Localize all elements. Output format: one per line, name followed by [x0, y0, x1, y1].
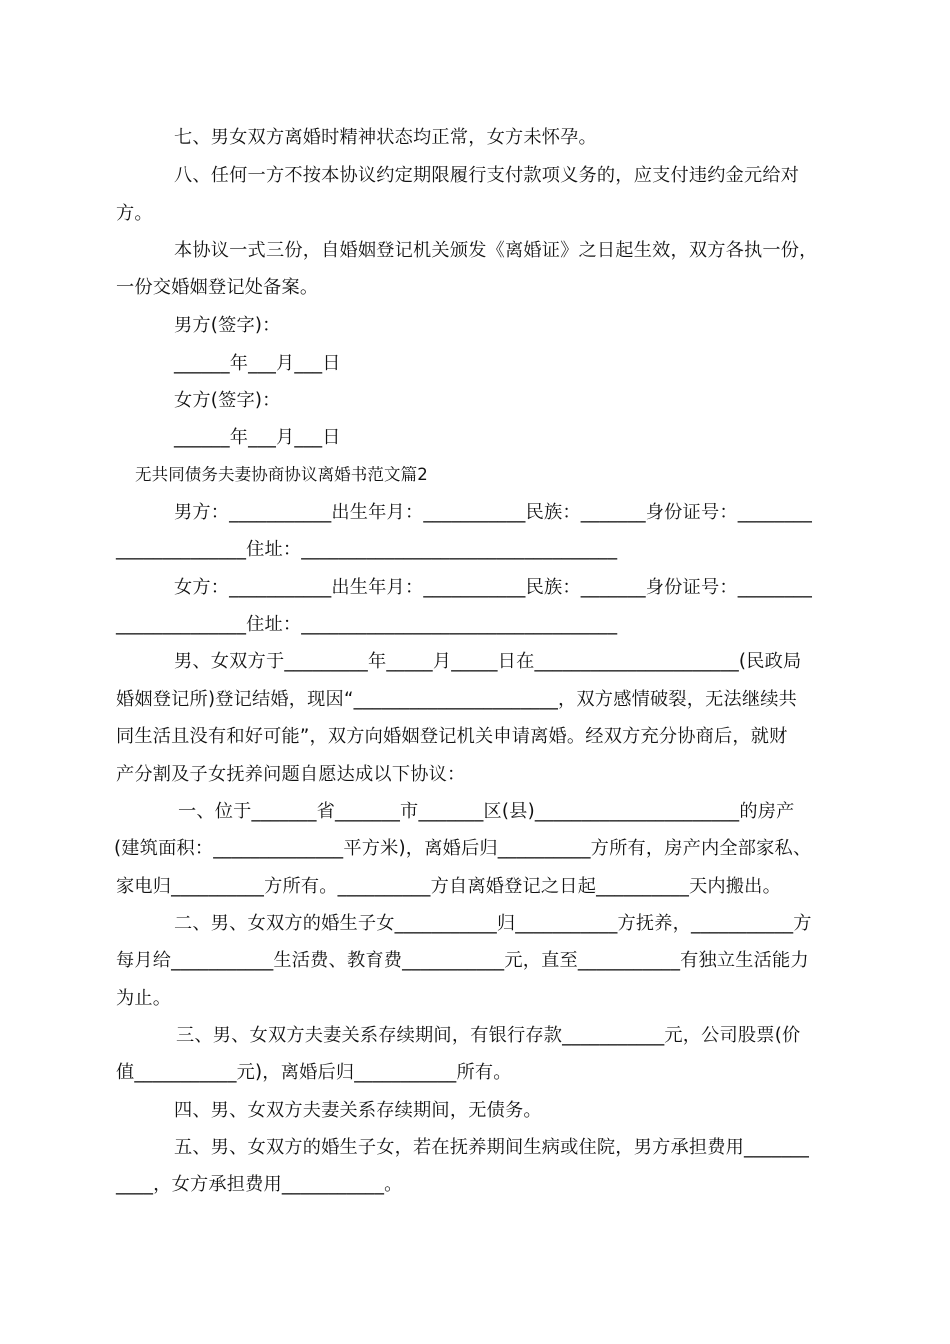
- text-line: 同生活且没有和好可能”，双方向婚姻登记机关申请离婚。经双方充分协商后，就财: [116, 726, 788, 747]
- text-line: 四、男、女双方夫妻关系存续期间，无债务。: [174, 1100, 542, 1121]
- clause-8-line-2: [0, 195, 950, 232]
- text-line: 一、位于_______省_______市_______区(县)______________________的房产: [178, 801, 795, 822]
- text-line: 为止。: [116, 988, 172, 1009]
- text-line: 八、任何一方不按本协议约定期限履行支付款项义务的，应支付违约金元给对: [174, 165, 800, 186]
- text-line: 女方(签字)：: [174, 390, 281, 411]
- text-line: ______________住址：__________________________________: [116, 539, 618, 560]
- text-line: 五、男、女双方的婚生子女，若在抚养期间生病或住院，男方承担费用_______: [174, 1137, 810, 1158]
- text-line: ____，女方承担费用___________。: [116, 1174, 403, 1195]
- text-line: (建筑面积：______________平方米)，离婚后归__________方所有，房产内全部家私、: [114, 838, 812, 859]
- text-line: 三、男、女双方夫妻关系存续期间，有银行存款___________元，公司股票(价: [176, 1025, 801, 1046]
- property-clause-line-2: [0, 830, 950, 867]
- text-line: ______年___月___日: [174, 353, 341, 374]
- text-line: 值___________元)，离婚后归___________所有。: [116, 1062, 512, 1083]
- clause-8-line-1: [0, 157, 950, 194]
- text-line: 男方(签字)：: [174, 315, 281, 336]
- text-line: 七、男女双方离婚时精神状态均正常，女方未怀孕。: [174, 127, 597, 148]
- text-line: 无共同债务夫妻协商协议离婚书范文篇2: [135, 465, 428, 484]
- child-clause-line-1: [0, 905, 950, 942]
- female-info-line-1: [0, 569, 950, 606]
- clause-7-line: [0, 119, 950, 156]
- assets-clause-line-2: [0, 1054, 950, 1091]
- text-line: 一份交婚姻登记处备案。: [116, 277, 319, 298]
- text-line: ______________住址：__________________________________: [116, 614, 618, 635]
- female-signature-date: [0, 419, 950, 456]
- male-info-line-1: [0, 494, 950, 531]
- debt-clause-line: [0, 1092, 950, 1129]
- marriage-paragraph-line-4: [0, 756, 950, 793]
- marriage-paragraph-line-3: [0, 718, 950, 755]
- medical-clause-line-1: [0, 1129, 950, 1166]
- child-clause-line-3: [0, 980, 950, 1017]
- female-signature-label: [0, 382, 950, 419]
- male-signature-label: [0, 307, 950, 344]
- child-clause-line-2: [0, 942, 950, 979]
- section-title: [0, 456, 950, 493]
- text-line: 方。: [116, 203, 153, 224]
- text-line: 男、女双方于_________年_____月_____日在______________________(民政局: [174, 651, 802, 672]
- agreement-copies-line-1: [0, 232, 950, 269]
- property-clause-line-1: [0, 793, 950, 830]
- text-line: ______年___月___日: [174, 427, 341, 448]
- property-clause-line-3: [0, 868, 950, 905]
- text-line: 女方：___________出生年月：___________民族：_______身份证号：________: [174, 577, 813, 598]
- female-info-line-2: [0, 606, 950, 643]
- marriage-paragraph-line-1: [0, 643, 950, 680]
- text-line: 男方：___________出生年月：___________民族：_______身份证号：________: [174, 502, 813, 523]
- assets-clause-line-1: [0, 1017, 950, 1054]
- male-info-line-2: [0, 531, 950, 568]
- text-line: 家电归__________方所有。__________方自离婚登记之日起__________天内搬出。: [116, 876, 781, 897]
- medical-clause-line-2: [0, 1166, 950, 1203]
- marriage-paragraph-line-2: [0, 681, 950, 718]
- text-line: 每月给___________生活费、教育费___________元，直至___________有独立生活能力: [116, 950, 809, 971]
- agreement-copies-line-2: [0, 269, 950, 306]
- text-line: 婚姻登记所)登记结婚，现因“______________________，双方感情破裂，无法继续共: [116, 689, 798, 710]
- text-line: 本协议一式三份，自婚姻登记机关颁发《离婚证》之日起生效，双方各执一份，: [174, 240, 818, 261]
- male-signature-date: [0, 345, 950, 382]
- text-line: 二、男、女双方的婚生子女___________归___________方抚养，___________方: [174, 913, 812, 934]
- text-line: 产分割及子女抚养问题自愿达成以下协议：: [116, 764, 466, 785]
